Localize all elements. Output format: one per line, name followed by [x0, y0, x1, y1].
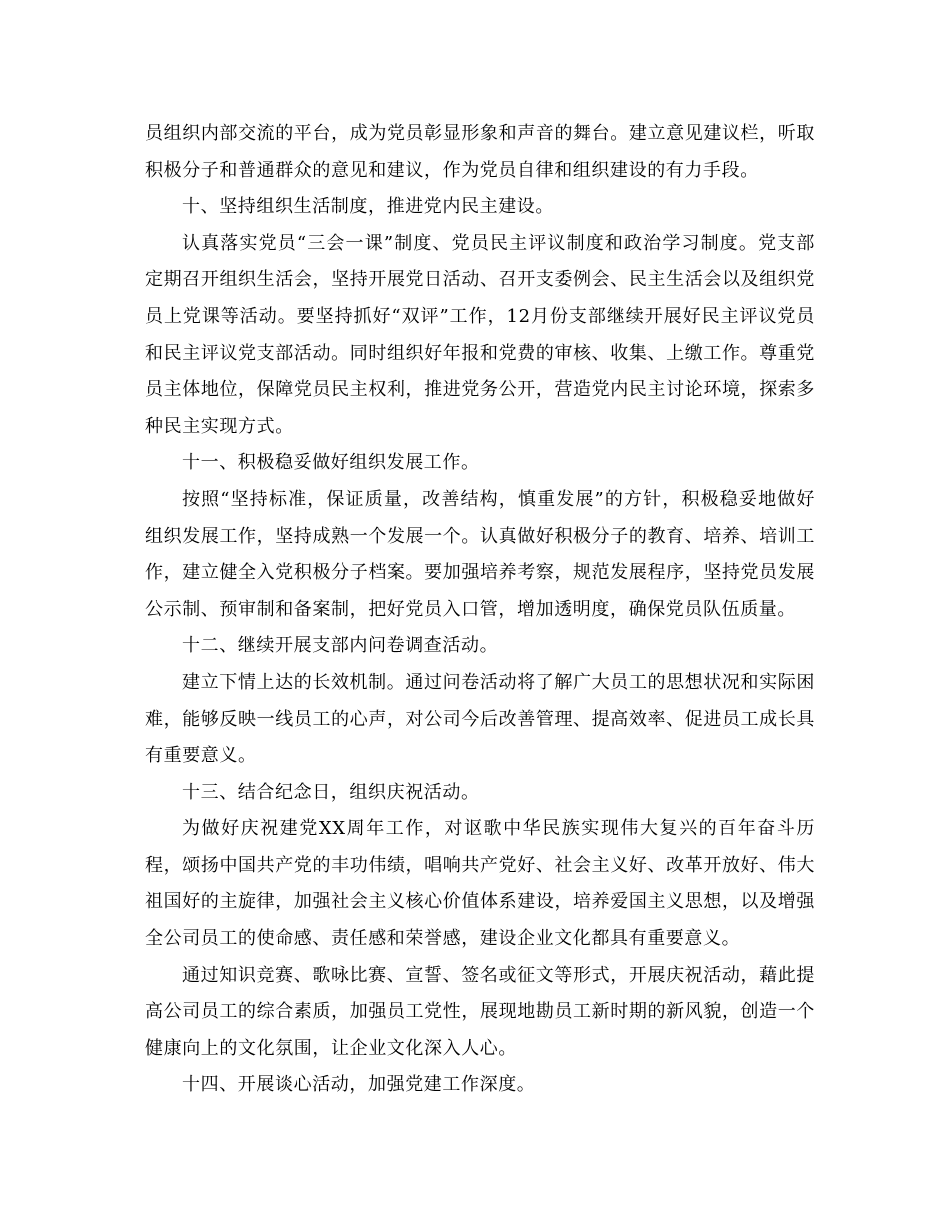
- section-heading-12: 十二、继续开展支部内问卷调查活动。: [182, 635, 499, 657]
- section-heading-11: 十一、积极稳妥做好组织发展工作。: [182, 452, 480, 474]
- section-heading-14: 十四、开展谈心活动，加强党建工作深度。: [182, 1074, 536, 1096]
- paragraph-13-body-2: 通过知识竞赛、歌咏比赛、宣誓、签名或征文等形式，开展庆祝活动，藉此提高公司员工的综合素质，加强员工党性，展现地勘员工新时期的新风貌，创造一个健康向上的文化氛围，让企业文化深入人心。: [145, 964, 815, 1059]
- paragraph-10-body: 认真落实党员“三会一课”制度、党员民主评议制度和政治学习制度。党支部定期召开组织生活会，坚持开展党日活动、召开支委例会、民主生活会以及组织党员上党课等活动。要坚持抓好“双评”工作，12月份支部继续开展好民主评议党员和民主评议党支部活动。同时组织好年报和党费的审核、收集、上缴工作。尊重党员主体地位，保障党员民主权利，推进党务公开，营造党内民主讨论环境，探索多种民主实现方式。: [145, 232, 815, 437]
- paragraph-13-body-1: 为做好庆祝建党XX周年工作，对讴歌中华民族实现伟大复兴的百年奋斗历程，颂扬中国共产党的丰功伟绩，唱响共产党好、社会主义好、改革开放好、伟大祖国好的主旋律，加强社会主义核心价值体系建设，培养爱国主义思想，以及增强全公司员工的使命感、责任感和荣誉感，建设企业文化都具有重要意义。: [145, 818, 815, 950]
- section-heading-13: 十三、结合纪念日，组织庆祝活动。: [182, 781, 480, 803]
- paragraph-12-body: 建立下情上达的长效机制。通过问卷活动将了解广大员工的思想状况和实际困难，能够反映一线员工的心声，对公司今后改善管理、提高效率、促进员工成长具有重要意义。: [145, 671, 815, 767]
- document-body: [145, 116, 815, 1104]
- section-heading-10: 十、坚持组织生活制度，推进党内民主建设。: [182, 196, 554, 218]
- paragraph-11-body: 按照“坚持标准，保证质量，改善结构，慎重发展”的方针，积极稳妥地做好组织发展工作，坚持成熟一个发展一个。认真做好积极分子的教育、培养、培训工作，建立健全入党积极分子档案。要加强培养考察，规范发展程序，坚持党员发展公示制、预审制和备案制，把好党员入口管，增加透明度，确保党员队伍质量。: [145, 488, 815, 620]
- paragraph-continued: 员组织内部交流的平台，成为党员彰显形象和声音的舞台。建立意见建议栏，听取积极分子和普通群众的意见和建议，作为党员自律和组织建设的有力手段。: [145, 123, 815, 181]
